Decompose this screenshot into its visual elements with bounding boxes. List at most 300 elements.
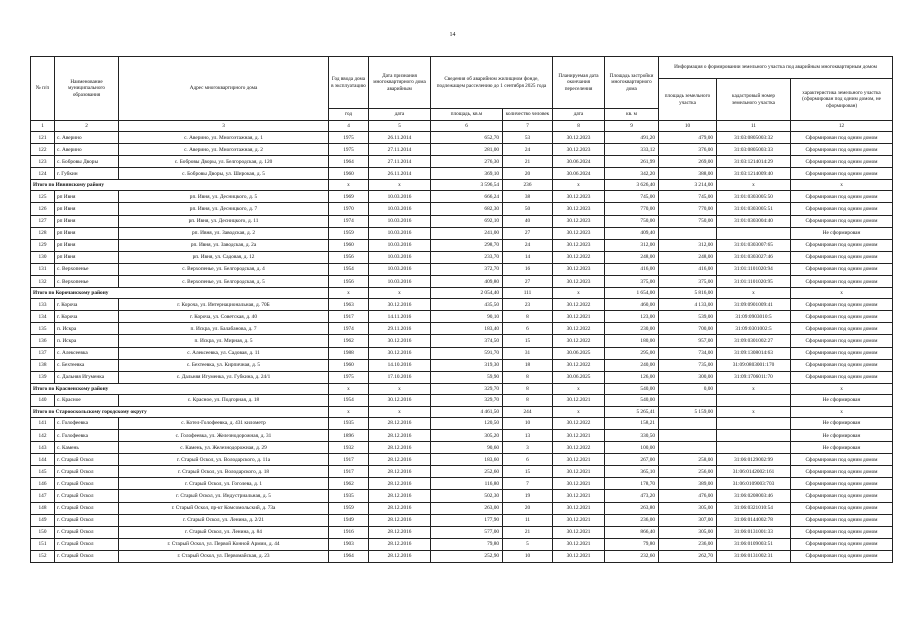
cell-building-area: 180,00 (605, 335, 659, 347)
cell-address: рп. Ивня, ул. Заводская, д. 2 (119, 227, 329, 239)
cell-cadastral-number: 31:06:0131001:33 (717, 526, 791, 538)
cell-land-status: Сформирован под одним домом (791, 215, 893, 227)
cell-building-area: 158,21 (605, 417, 659, 429)
cell-municipality: г. Губкин (55, 168, 119, 180)
cell-cadastral-number: 31:03:0805003:33 (717, 144, 791, 156)
table-row (31, 490, 893, 502)
cell-land-area (659, 429, 717, 441)
cell-land-status: Сформирован под одним домом (791, 478, 893, 490)
cell-people: 21 (503, 526, 553, 538)
header-municipality: Наименование муниципального образования (55, 57, 119, 121)
cell-relocation-date: 30.12.2022 (553, 442, 605, 454)
total-year: х (329, 288, 369, 299)
table-row (31, 156, 893, 168)
cell-cadastral-number (717, 227, 791, 239)
cell-municipality: г. Старый Оскол (55, 514, 119, 526)
cell-address: рп. Ивня, ул. Десницкого, д. 11 (119, 215, 329, 227)
cell-cadastral-number: 31:09:0901009:41 (717, 299, 791, 311)
cell-people: 16 (503, 263, 553, 275)
cell-people: 14 (503, 251, 553, 263)
cell-area: 305,20 (431, 429, 503, 441)
cell-year: 1964 (329, 156, 369, 168)
cell-land-area: 248,00 (659, 251, 717, 263)
cell-emergency-date: 29.11.2016 (369, 323, 431, 335)
cell-address: с. Красное, ул. Подгорная, д. 18 (119, 394, 329, 406)
cell-land-status: Сформирован под одним домом (791, 276, 893, 288)
cell-number: 124 (31, 168, 55, 180)
cell-municipality: с. Бехтеевка (55, 359, 119, 371)
cell-address: рп. Ивня, ул. Садовая, д. 12 (119, 251, 329, 263)
cell-land-status: Не сформирован (791, 429, 893, 441)
cell-land-status: Сформирован под одним домом (791, 156, 893, 168)
cell-relocation-date: 30.12.2022 (553, 299, 605, 311)
column-number: 4 (329, 121, 369, 132)
cell-municipality: г. Старый Оскол (55, 550, 119, 562)
cell-year: 1956 (329, 276, 369, 288)
cell-area: 90,10 (431, 311, 503, 323)
header-year-built: Год ввода дома в эксплуатацию (329, 57, 369, 109)
cell-emergency-date: 14.11.2016 (369, 311, 431, 323)
cell-address: г. Короча, ул. Советская, д. 40 (119, 311, 329, 323)
cell-land-status: Сформирован под одним домом (791, 466, 893, 478)
header-land-characteristic: характеристика земельного участка (сформирован под одним домом, не сформирован) (791, 79, 893, 121)
cell-relocation-date: 30.06.2024 (553, 168, 605, 180)
cell-emergency-date: 28.12.2016 (369, 478, 431, 490)
unit-sqm: кв. м (605, 109, 659, 121)
cell-relocation-date: 30.12.2021 (553, 526, 605, 538)
column-number-row (31, 121, 893, 132)
table-row (31, 335, 893, 347)
cell-municipality: рп Ивня (55, 203, 119, 215)
cell-year: 1935 (329, 490, 369, 502)
cell-people: 20 (503, 168, 553, 180)
cell-relocation-date: 30.12.2021 (553, 429, 605, 441)
cell-number: 141 (31, 417, 55, 429)
cell-number: 121 (31, 132, 55, 144)
cell-municipality: с. Верхопенье (55, 263, 119, 275)
cell-address: г. Старый Оскол, ул. Первой Конной Армии, д. 44 (119, 538, 329, 550)
table-row (31, 251, 893, 263)
housing-table-container (30, 56, 892, 563)
cell-area: 591,70 (431, 347, 503, 359)
cell-building-area: 342,20 (605, 168, 659, 180)
cell-land-status: Сформирован под одним домом (791, 251, 893, 263)
cell-area: 59,90 (431, 371, 503, 383)
cell-land-area: 305,00 (659, 502, 717, 514)
cell-land-area: 957,00 (659, 335, 717, 347)
cell-area: 502,30 (431, 490, 503, 502)
cell-land-area: 375,00 (659, 276, 717, 288)
subtotal-row (31, 406, 893, 417)
cell-address: с. Верхопенье, ул. Белгородская, д. 5 (119, 276, 329, 288)
cell-building-area: 295,00 (605, 347, 659, 359)
cell-land-area: 262,70 (659, 550, 717, 562)
cell-number: 136 (31, 335, 55, 347)
cell-number: 125 (31, 191, 55, 203)
cell-address: с. Бобровы Дворы, ул. Белгородская, д. 120 (119, 156, 329, 168)
cell-land-status: Сформирован под одним домом (791, 144, 893, 156)
column-number: 6 (431, 121, 503, 132)
cell-relocation-date: 30.12.2021 (553, 454, 605, 466)
cell-number: 150 (31, 526, 55, 538)
cell-people: 13 (503, 429, 553, 441)
cell-people: 27 (503, 227, 553, 239)
cell-building-area: 540,00 (605, 394, 659, 406)
cell-number: 129 (31, 239, 55, 251)
cell-municipality: п. Искра (55, 323, 119, 335)
cell-year: 1975 (329, 144, 369, 156)
table-row (31, 323, 893, 335)
header-building-area: Площадь застройки многоквартирного дома (605, 57, 659, 109)
cell-number: 145 (31, 466, 55, 478)
cell-cadastral-number: 31:01:0303007:65 (717, 239, 791, 251)
cell-relocation-date: 30.12.2023 (553, 227, 605, 239)
cell-building-area: 240,00 (605, 359, 659, 371)
cell-relocation-date: 30.12.2021 (553, 490, 605, 502)
cell-year: 1917 (329, 311, 369, 323)
cell-address: с. Котел-Голофеевка, д. 431 километр (119, 417, 329, 429)
cell-land-area: 307,00 (659, 514, 717, 526)
cell-land-area: 305,00 (659, 526, 717, 538)
cell-municipality: рп Ивня (55, 227, 119, 239)
cell-relocation-date: 30.12.2023 (553, 263, 605, 275)
total-land-status: х (791, 288, 893, 299)
cell-building-area: 409,40 (605, 227, 659, 239)
total-building-area: 5 265,41 (605, 406, 659, 417)
cell-relocation-date: 30.12.2021 (553, 502, 605, 514)
cell-municipality: г. Старый Оскол (55, 490, 119, 502)
cell-land-area (659, 417, 717, 429)
cell-building-area: 236,00 (605, 514, 659, 526)
cell-people: 21 (503, 156, 553, 168)
cell-number: 122 (31, 144, 55, 156)
cell-address: с. Верхопенье, ул. Белгородская, д. 4 (119, 263, 329, 275)
cell-land-area: 770,00 (659, 203, 717, 215)
cell-municipality: с. Аверино (55, 132, 119, 144)
cell-people: 23 (503, 299, 553, 311)
header-address: Адрес многоквартирного дома (119, 57, 329, 121)
cell-year: 1935 (329, 417, 369, 429)
cell-building-area: 100,00 (605, 442, 659, 454)
cell-relocation-date: 30.12.2022 (553, 359, 605, 371)
cell-address: г. Старый Оскол, ул. Первомайская, д. 23 (119, 550, 329, 562)
unit-year: год (329, 109, 369, 121)
cell-emergency-date: 14.10.2016 (369, 359, 431, 371)
cell-number: 146 (31, 478, 55, 490)
total-cadastral-number: х (717, 406, 791, 417)
total-date: х (369, 180, 431, 191)
table-row (31, 215, 893, 227)
cell-area: 281,00 (431, 144, 503, 156)
cell-relocation-date: 30.12.2023 (553, 215, 605, 227)
total-land-status: х (791, 406, 893, 417)
cell-people: 40 (503, 215, 553, 227)
cell-year: 1969 (329, 191, 369, 203)
cell-emergency-date: 10.03.2016 (369, 276, 431, 288)
cell-cadastral-number: 31:09:0903010:5 (717, 311, 791, 323)
cell-year: 1964 (329, 550, 369, 562)
cell-year: 1916 (329, 526, 369, 538)
unit-date-2: дата (553, 109, 605, 121)
cell-land-area: 476,00 (659, 490, 717, 502)
cell-people: 8 (503, 371, 553, 383)
cell-people: 11 (503, 514, 553, 526)
cell-people: 8 (503, 311, 553, 323)
cell-relocation-date: 30.12.2023 (553, 144, 605, 156)
cell-emergency-date: 26.11.2014 (369, 132, 431, 144)
cell-number: 137 (31, 347, 55, 359)
cell-number: 142 (31, 429, 55, 441)
cell-cadastral-number: 31:09:0301002:27 (717, 335, 791, 347)
cell-address: рп. Ивня, ул. Десницкого, д. 5 (119, 191, 329, 203)
table-row (31, 168, 893, 180)
cell-emergency-date: 28.12.2016 (369, 417, 431, 429)
cell-relocation-date: 30.12.2022 (553, 335, 605, 347)
cell-people: 38 (503, 191, 553, 203)
cell-building-area: 79,80 (605, 538, 659, 550)
cell-municipality: г. Короча (55, 311, 119, 323)
cell-emergency-date: 28.12.2016 (369, 514, 431, 526)
cell-land-area: 256,00 (659, 466, 717, 478)
cell-municipality: рп Ивня (55, 215, 119, 227)
cell-land-status: Сформирован под одним домом (791, 371, 893, 383)
total-people: 111 (503, 288, 553, 299)
cell-address: г. Старый Оскол, ул. Володарского, д. 18 (119, 466, 329, 478)
cell-municipality: с. Аверино (55, 144, 119, 156)
cell-building-area: 330,50 (605, 429, 659, 441)
cell-emergency-date: 30.12.2016 (369, 335, 431, 347)
cell-land-status: Сформирован под одним домом (791, 490, 893, 502)
page-number: 14 (449, 32, 456, 38)
total-area: 329,70 (431, 383, 503, 394)
cell-relocation-date: 30.06.2025 (553, 347, 605, 359)
cell-relocation-date: 30.12.2021 (553, 311, 605, 323)
total-land-area: 5 816,00 (659, 288, 717, 299)
cell-emergency-date: 10.03.2016 (369, 263, 431, 275)
total-cadastral-number: х (717, 383, 791, 394)
cell-land-area: 388,00 (659, 168, 717, 180)
cell-land-area: 735,00 (659, 359, 717, 371)
cell-building-area: 263,80 (605, 502, 659, 514)
cell-municipality: с. Красное (55, 394, 119, 406)
cell-relocation-date: 30.12.2023 (553, 132, 605, 144)
cell-number: 148 (31, 502, 55, 514)
cell-area: 233,70 (431, 251, 503, 263)
column-number: 2 (55, 121, 119, 132)
cell-emergency-date: 27.11.2014 (369, 144, 431, 156)
cell-emergency-date: 30.12.2016 (369, 299, 431, 311)
cell-address: с. Бобровы Дворы, ул. Широкая, д. 5 (119, 168, 329, 180)
cell-area: 409,80 (431, 276, 503, 288)
cell-building-area: 866,40 (605, 526, 659, 538)
total-relocation-date: х (553, 406, 605, 417)
cell-area: 252,90 (431, 550, 503, 562)
cell-municipality: п. Искра (55, 335, 119, 347)
total-building-area: 3 626,40 (605, 180, 659, 191)
cell-emergency-date: 10.03.2016 (369, 251, 431, 263)
cell-people: 24 (503, 144, 553, 156)
cell-cadastral-number: 31:01:1101020:94 (717, 263, 791, 275)
cell-land-status: Сформирован под одним домом (791, 359, 893, 371)
table-row (31, 191, 893, 203)
cell-people: 10 (503, 550, 553, 562)
table-row (31, 276, 893, 288)
total-building-area: 540,00 (605, 383, 659, 394)
total-cadastral-number: х (717, 288, 791, 299)
cell-emergency-date: 27.11.2014 (369, 156, 431, 168)
cell-land-status: Сформирован под одним домом (791, 132, 893, 144)
cell-address: п. Искра, ул. Балабанова, д. 7 (119, 323, 329, 335)
cell-year: 1974 (329, 215, 369, 227)
cell-cadastral-number (717, 429, 791, 441)
cell-relocation-date: 30.12.2023 (553, 276, 605, 288)
cell-year: 1960 (329, 359, 369, 371)
subtotal-row (31, 288, 893, 299)
table-row (31, 466, 893, 478)
total-relocation-date: х (553, 288, 605, 299)
cell-building-area: 248,00 (605, 251, 659, 263)
cell-land-status: Сформирован под одним домом (791, 299, 893, 311)
total-date: х (369, 406, 431, 417)
cell-number: 140 (31, 394, 55, 406)
cell-land-status: Сформирован под одним домом (791, 502, 893, 514)
header-row-number: № п/п (31, 57, 55, 121)
cell-building-area: 770,00 (605, 203, 659, 215)
total-date: х (369, 288, 431, 299)
cell-municipality: с. Камень (55, 442, 119, 454)
cell-relocation-date: 30.12.2021 (553, 538, 605, 550)
cell-number: 133 (31, 299, 55, 311)
cell-land-area (659, 227, 717, 239)
cell-municipality: г. Старый Оскол (55, 454, 119, 466)
cell-land-area: 300,00 (659, 371, 717, 383)
cell-emergency-date: 10.03.2016 (369, 203, 431, 215)
cell-relocation-date: 30.12.2021 (553, 466, 605, 478)
table-row (31, 299, 893, 311)
cell-building-area: 333,12 (605, 144, 659, 156)
cell-cadastral-number: 31:09:1308014:63 (717, 347, 791, 359)
cell-people: 6 (503, 454, 553, 466)
cell-people: 15 (503, 335, 553, 347)
cell-emergency-date: 26.11.2014 (369, 168, 431, 180)
cell-municipality: г. Старый Оскол (55, 502, 119, 514)
cell-area: 241,00 (431, 227, 503, 239)
total-area: 4 461,50 (431, 406, 503, 417)
cell-year: 1963 (329, 299, 369, 311)
cell-municipality: г. Старый Оскол (55, 478, 119, 490)
cell-cadastral-number: 31:03:1214014:29 (717, 156, 791, 168)
cell-cadastral-number (717, 417, 791, 429)
cell-number: 147 (31, 490, 55, 502)
cell-relocation-date: 30.12.2023 (553, 191, 605, 203)
cell-emergency-date: 28.12.2016 (369, 526, 431, 538)
cell-year: 1988 (329, 347, 369, 359)
cell-relocation-date: 30.12.2021 (553, 514, 605, 526)
cell-emergency-date: 10.03.2016 (369, 227, 431, 239)
cell-people: 3 (503, 442, 553, 454)
total-year: х (329, 383, 369, 394)
table-row (31, 227, 893, 239)
cell-address: с. Голофеевка, ул. Железнодорожная, д. 31 (119, 429, 329, 441)
cell-land-status: Сформирован под одним домом (791, 550, 893, 562)
cell-number: 131 (31, 263, 55, 275)
total-people: 236 (503, 180, 553, 191)
cell-municipality: с. Голофеевка (55, 417, 119, 429)
cell-year: 1954 (329, 394, 369, 406)
unit-date: дата (369, 109, 431, 121)
cell-year: 1954 (329, 263, 369, 275)
cell-area: 435,50 (431, 299, 503, 311)
cell-number: 134 (31, 311, 55, 323)
cell-year: 1932 (329, 442, 369, 454)
cell-people: 27 (503, 276, 553, 288)
column-number: 10 (659, 121, 717, 132)
cell-cadastral-number: 31:06:0321010:54 (717, 502, 791, 514)
column-number: 11 (717, 121, 791, 132)
cell-relocation-date: 30.12.2022 (553, 323, 605, 335)
cell-cadastral-number (717, 394, 791, 406)
cell-number: 123 (31, 156, 55, 168)
cell-cadastral-number: 31:09:0803001:170 (717, 359, 791, 371)
total-area: 2 054,40 (431, 288, 503, 299)
cell-address: г. Старый Оскол, пр-кт Комсомольский, д. 73а (119, 502, 329, 514)
subtotal-row (31, 383, 893, 394)
cell-address: г. Старый Оскол, ул. Володарского, д. 11а (119, 454, 329, 466)
cell-people: 8 (503, 394, 553, 406)
cell-address: рп. Ивня, ул. Заводская, д. 2а (119, 239, 329, 251)
cell-address: с. Алексеевка, ул. Садовая, д. 11 (119, 347, 329, 359)
cell-building-area: 473,20 (605, 490, 659, 502)
cell-number: 151 (31, 538, 55, 550)
table-row (31, 263, 893, 275)
header-emergency-date: Дата признания многоквартирного дома аварийным (369, 57, 431, 109)
cell-relocation-date: 30.06.2025 (553, 371, 605, 383)
table-row (31, 538, 893, 550)
cell-area: 90,60 (431, 442, 503, 454)
cell-building-area: 126,00 (605, 371, 659, 383)
cell-area: 577,00 (431, 526, 503, 538)
total-building-area: 1 654,00 (605, 288, 659, 299)
column-number: 3 (119, 121, 329, 132)
total-area: 3 596,54 (431, 180, 503, 191)
total-relocation-date: х (553, 383, 605, 394)
cell-address: г. Старый Оскол, ул. Ленина, д. 2/21 (119, 514, 329, 526)
cell-area: 682,30 (431, 203, 503, 215)
cell-building-area: 312,00 (605, 239, 659, 251)
cell-municipality: рп Ивня (55, 191, 119, 203)
total-land-status: х (791, 383, 893, 394)
cell-land-area: 258,00 (659, 454, 717, 466)
cell-municipality: с. Бобровы Дворы (55, 156, 119, 168)
cell-cadastral-number: 31:06:0208003:46 (717, 490, 791, 502)
total-land-status: х (791, 180, 893, 191)
cell-land-status: Сформирован под одним домом (791, 514, 893, 526)
cell-building-area: 267,00 (605, 454, 659, 466)
cell-emergency-date: 28.12.2016 (369, 550, 431, 562)
cell-number: 149 (31, 514, 55, 526)
table-row (31, 371, 893, 383)
cell-area: 372,70 (431, 263, 503, 275)
cell-people: 24 (503, 239, 553, 251)
table-row (31, 526, 893, 538)
cell-address: г. Короча, ул. Интернациональная, д. 70Б (119, 299, 329, 311)
unit-area: площадь, кв.м (431, 109, 503, 121)
table-row (31, 429, 893, 441)
cell-cadastral-number: 31:01:0303005:51 (717, 203, 791, 215)
cell-year: 1917 (329, 466, 369, 478)
cell-land-area: 734,00 (659, 347, 717, 359)
cell-municipality: рп Ивня (55, 251, 119, 263)
